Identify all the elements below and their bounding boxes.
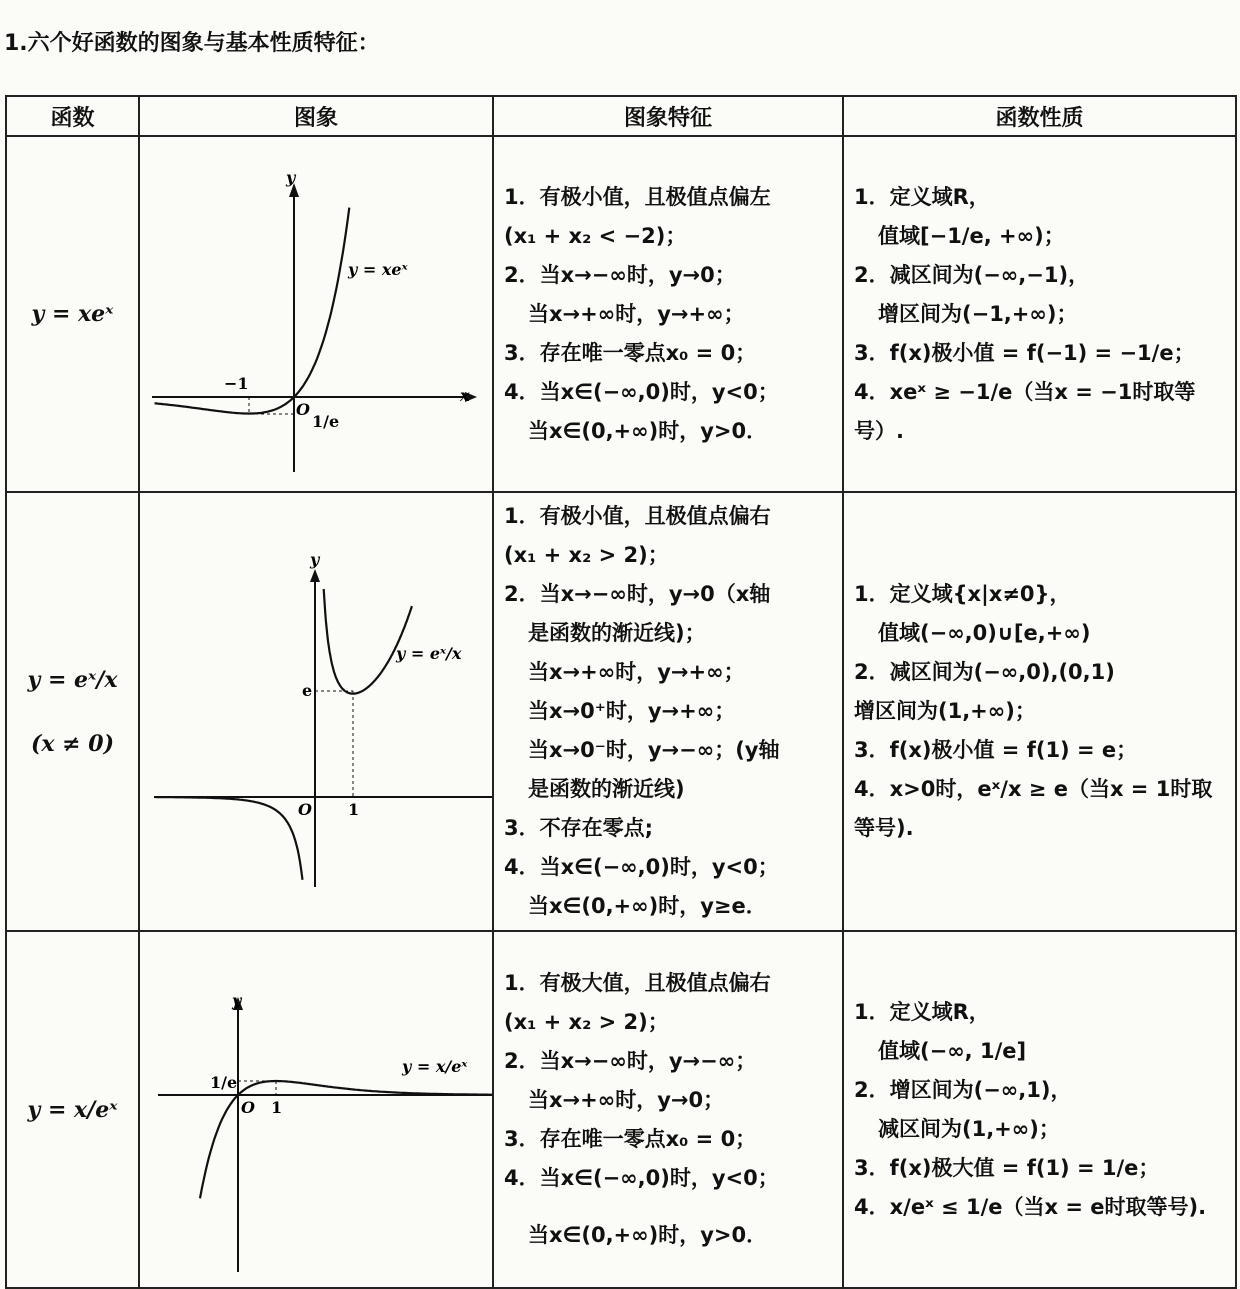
property-line: 2．减区间为(−∞,−1)， <box>854 262 1090 287</box>
feature-line: 当x∈(0,+∞)时，y≥e． <box>528 894 767 918</box>
feature-line: (x₁ + x₂ < −2)； <box>504 223 687 248</box>
property-line: 3．f(x)极大值 = f(1) = 1/e； <box>854 1155 1160 1180</box>
property-line: 2．增区间为(−∞,1)， <box>854 1077 1072 1102</box>
feature-line: 3．存在唯一零点x₀ = 0； <box>504 1127 757 1151</box>
property-line: 3．f(x)极小值 = f(−1) = −1/e； <box>854 340 1195 365</box>
property-line: 4．xeˣ ≥ −1/e（当x = −1时取等号）. <box>854 379 1196 443</box>
feature-line: 是函数的渐近线)； <box>528 621 706 645</box>
origin-label: O <box>241 1098 255 1117</box>
curve <box>155 589 412 880</box>
feature-line: 4．当x∈(−∞,0)时，y<0； <box>504 379 779 404</box>
features-cell <box>493 136 843 492</box>
graph-x-over-ex <box>140 932 492 1283</box>
properties-cell <box>843 492 1236 931</box>
tick-label: e <box>302 680 313 700</box>
graph-cell <box>139 136 493 492</box>
feature-line: 2．当x→−∞时，y→0； <box>504 262 736 287</box>
table-row <box>6 931 1236 1288</box>
property-line: 等号). <box>854 816 914 840</box>
y-label: y <box>232 991 242 1010</box>
function-cell <box>6 136 139 492</box>
property-line: 1．定义域R， <box>854 999 990 1024</box>
property-line: 增区间为(−1,+∞)； <box>878 301 1078 326</box>
property-line: 4．x/eˣ ≤ 1/e（当x = e时取等号). <box>854 1194 1207 1219</box>
y-label: y <box>310 549 320 569</box>
curve <box>155 208 350 414</box>
feature-line: (x₁ + x₂ > 2)； <box>504 1010 669 1034</box>
property-line: 值域(−∞,0)∪[e,+∞) <box>878 621 1091 645</box>
function-table <box>5 95 1237 1289</box>
property-line: 值域[−1/e, +∞)； <box>878 223 1065 248</box>
feature-line: 3．存在唯一零点x₀ = 0； <box>504 340 757 365</box>
properties-cell <box>843 136 1236 492</box>
property-line: 4．x>0时，eˣ/x ≥ e（当x = 1时取 <box>854 777 1213 801</box>
features-cell <box>493 931 843 1288</box>
table-row <box>6 136 1236 492</box>
feature-line: 4．当x∈(−∞,0)时，y<0； <box>504 1166 779 1190</box>
curve-label: y = eˣ/x <box>396 643 462 663</box>
feature-line: 4．当x∈(−∞,0)时，y<0； <box>504 855 779 879</box>
header-function: 函数 <box>6 96 139 136</box>
feature-line: 1．有极小值，且极值点偏右 <box>504 504 771 528</box>
graph-ex-over-x <box>140 497 492 923</box>
features-cell <box>493 492 843 931</box>
feature-line: 当x→0⁺时，y→+∞； <box>528 699 736 723</box>
graph-cell <box>139 931 493 1288</box>
feature-line: 1．有极小值，且极值点偏左 <box>504 184 771 209</box>
function-formula: y = eˣ/x <box>27 666 118 693</box>
origin-label: O <box>296 400 310 419</box>
feature-line: 2．当x→−∞时，y→−∞； <box>504 1049 757 1073</box>
function-formula: y = xeˣ <box>31 301 114 327</box>
function-formula: y = x/eˣ <box>27 1096 118 1123</box>
feature-line: 是函数的渐近线) <box>528 777 685 801</box>
feature-line: 当x→+∞时，y→+∞； <box>528 660 745 684</box>
properties-cell <box>843 931 1236 1288</box>
origin-label: O <box>298 799 312 819</box>
feature-line: 当x→+∞时，y→+∞； <box>528 301 745 326</box>
graph-cell <box>139 492 493 931</box>
feature-line: 当x∈(0,+∞)时，y>0． <box>528 1223 768 1247</box>
function-cell <box>6 492 139 931</box>
header-properties: 函数性质 <box>843 96 1236 136</box>
section-title: 1.六个好函数的图象与基本性质特征： <box>4 31 380 56</box>
curve-label: y = x/eˣ <box>402 1057 468 1076</box>
tick-label: 1 <box>271 1098 283 1117</box>
function-cell <box>6 931 139 1288</box>
property-line: 3．f(x)极小值 = f(1) = e； <box>854 738 1138 762</box>
feature-line: 2．当x→−∞时，y→0（x轴 <box>504 582 771 606</box>
property-line: 值域(−∞, 1/e] <box>878 1038 1027 1063</box>
property-line: 减区间为(1,+∞)； <box>878 1116 1060 1141</box>
feature-line: 当x→0⁻时，y→−∞；(y轴 <box>528 738 780 762</box>
graph-xex <box>140 137 492 487</box>
property-line: 2．减区间为(−∞,0),(0,1) <box>854 660 1115 684</box>
curve-label: y = xeˣ <box>348 260 408 279</box>
y-axis-arrow-icon <box>310 569 320 582</box>
property-line: 增区间为(1,+∞)； <box>854 699 1036 723</box>
feature-line: 1．有极大值，且极值点偏右 <box>504 971 771 995</box>
property-line: 1．定义域R， <box>854 184 990 209</box>
y-label: y <box>286 168 296 187</box>
property-line: 1．定义域{x|x≠0}， <box>854 582 1071 606</box>
x-label: x <box>460 386 470 405</box>
tick-label: 1/e <box>312 412 340 431</box>
table-header-row <box>6 96 1236 136</box>
tick-label: −1 <box>224 374 249 393</box>
tick-label: 1 <box>348 799 360 819</box>
feature-line: 当x∈(0,+∞)时，y>0． <box>528 418 768 443</box>
table-row <box>6 492 1236 931</box>
tick-label: 1/e <box>210 1073 238 1092</box>
header-graph-features: 图象特征 <box>493 96 843 136</box>
feature-line: 当x→+∞时，y→0； <box>528 1088 725 1112</box>
header-graph: 图象 <box>139 96 493 136</box>
feature-line: 3．不存在零点; <box>504 816 654 840</box>
function-domain-note: (x ≠ 0) <box>31 730 114 757</box>
feature-line: (x₁ + x₂ > 2)； <box>504 543 669 567</box>
